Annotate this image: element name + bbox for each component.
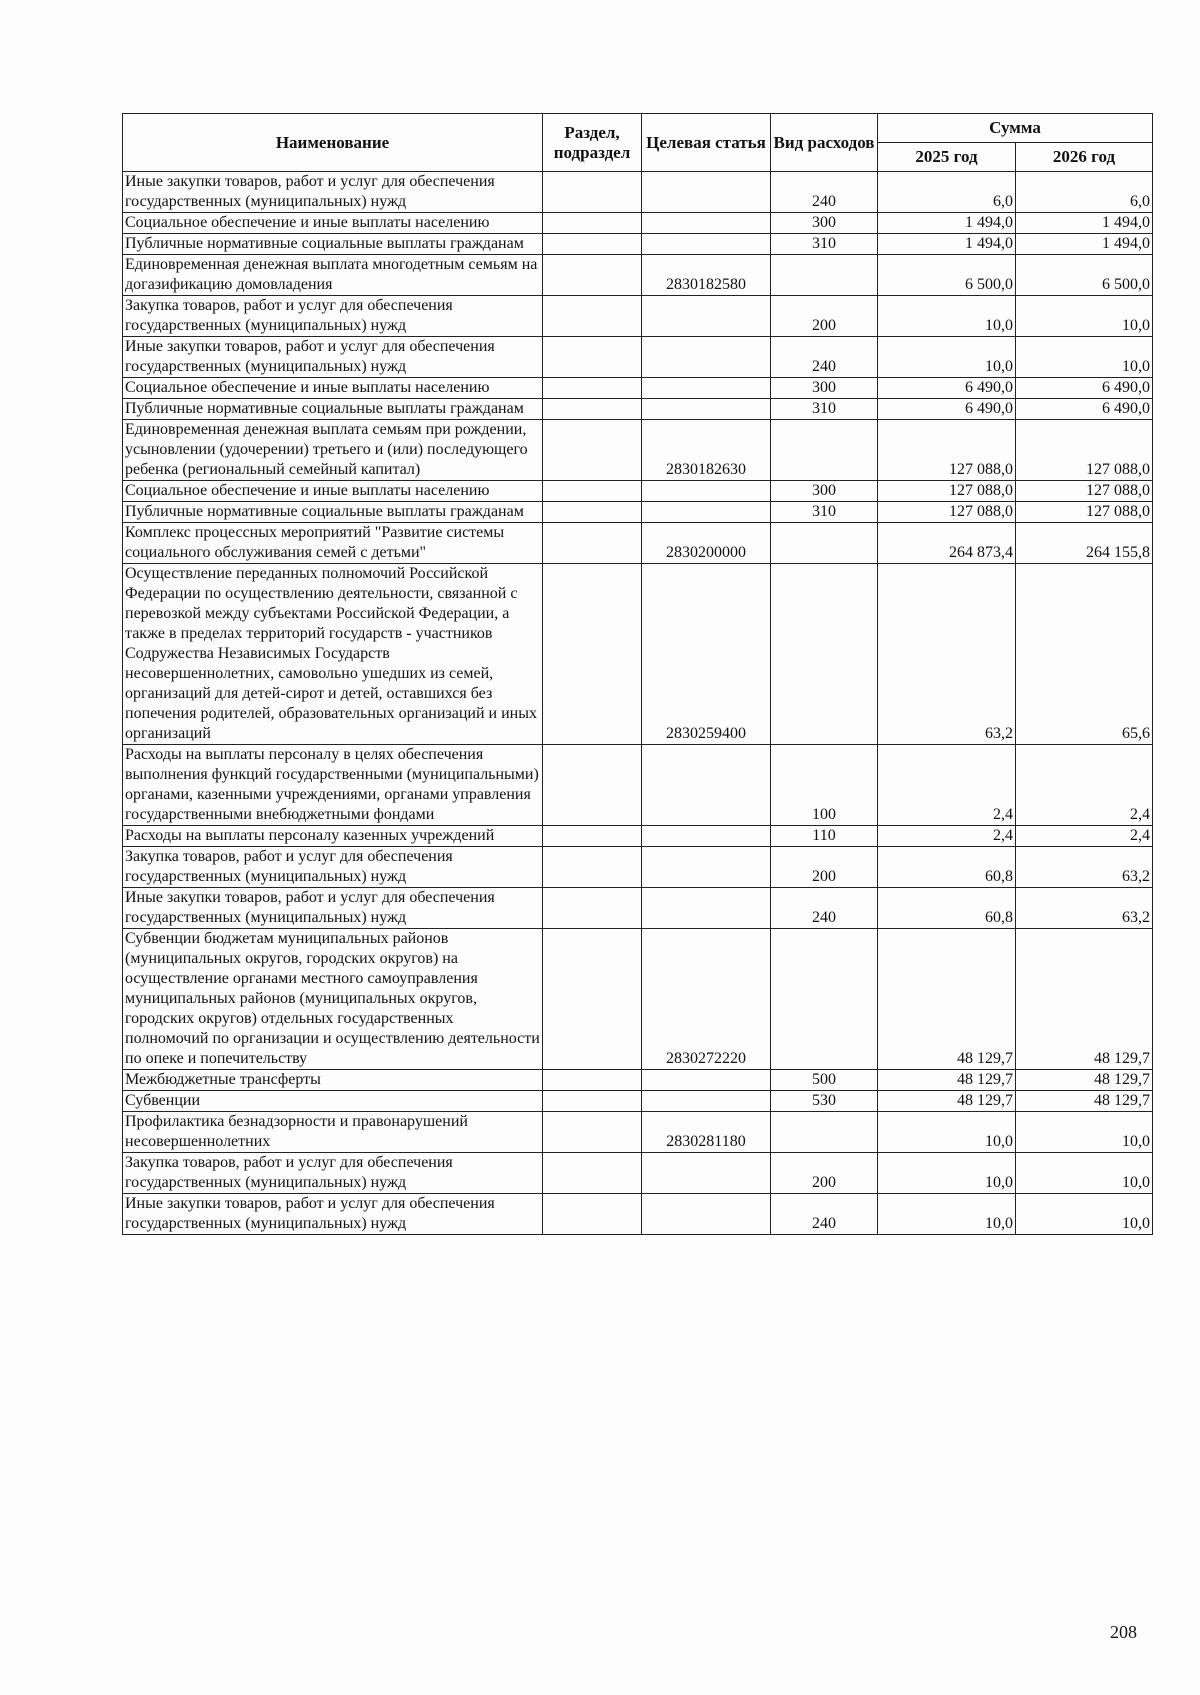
table-row <box>123 378 1153 399</box>
row-target-cell <box>642 172 771 213</box>
row-target-cell <box>642 234 771 255</box>
header-type: Вид расходов <box>771 114 878 172</box>
row-section-cell <box>543 523 642 564</box>
row-sum-2025-cell: 264 873,4 <box>878 523 1016 564</box>
row-sum-2026-cell: 6,0 <box>1016 172 1153 213</box>
row-type-cell: 200 <box>771 847 878 888</box>
row-section-cell <box>543 399 642 420</box>
row-sum-2025-cell: 10,0 <box>878 337 1016 378</box>
table-row <box>123 296 1153 337</box>
row-target-cell <box>642 378 771 399</box>
row-target-cell: 2830182630 <box>642 420 771 481</box>
row-sum-2025-cell: 1 494,0 <box>878 213 1016 234</box>
row-sum-2025-cell: 2,4 <box>878 826 1016 847</box>
row-sum-2025-cell: 10,0 <box>878 1112 1016 1153</box>
row-type-cell: 200 <box>771 296 878 337</box>
row-section-cell <box>543 564 642 745</box>
row-name-cell: Комплекс процессных мероприятий "Развитие системы социального обслуживания семей с детьми" <box>123 523 543 564</box>
row-name-cell: Закупка товаров, работ и услуг для обеспечения государственных (муниципальных) нужд <box>123 296 543 337</box>
row-target-cell <box>642 213 771 234</box>
row-type-cell <box>771 1112 878 1153</box>
row-name-cell: Публичные нормативные социальные выплаты гражданам <box>123 502 543 523</box>
table-row <box>123 1194 1153 1235</box>
row-type-cell: 110 <box>771 826 878 847</box>
row-target-cell <box>642 888 771 929</box>
row-sum-2026-cell: 48 129,7 <box>1016 1091 1153 1112</box>
row-sum-2025-cell: 127 088,0 <box>878 481 1016 502</box>
row-name-cell: Иные закупки товаров, работ и услуг для обеспечения государственных (муниципальных) нужд <box>123 1194 543 1235</box>
table-row <box>123 564 1153 745</box>
row-sum-2026-cell: 10,0 <box>1016 1153 1153 1194</box>
table-row <box>123 481 1153 502</box>
row-name-cell: Профилактика безнадзорности и правонарушений несовершеннолетних <box>123 1112 543 1153</box>
row-sum-2026-cell: 127 088,0 <box>1016 481 1153 502</box>
row-sum-2026-cell: 6 500,0 <box>1016 255 1153 296</box>
row-target-cell <box>642 296 771 337</box>
row-section-cell <box>543 172 642 213</box>
row-sum-2025-cell: 6 490,0 <box>878 399 1016 420</box>
table-row <box>123 826 1153 847</box>
row-sum-2026-cell: 127 088,0 <box>1016 420 1153 481</box>
row-section-cell <box>543 296 642 337</box>
row-sum-2026-cell: 63,2 <box>1016 888 1153 929</box>
table-row <box>123 1091 1153 1112</box>
row-sum-2025-cell: 60,8 <box>878 888 1016 929</box>
page-number: 208 <box>1110 1622 1137 1642</box>
row-name-cell: Расходы на выплаты персоналу в целях обеспечения выполнения функций государственными (муниципальными) органами, казенными учреждениями, органами управления государственными внебюджетными фондами <box>123 745 543 826</box>
row-type-cell: 310 <box>771 399 878 420</box>
row-type-cell <box>771 564 878 745</box>
row-sum-2025-cell: 6 490,0 <box>878 378 1016 399</box>
table-row <box>123 1070 1153 1091</box>
table-row <box>123 234 1153 255</box>
row-name-cell: Социальное обеспечение и иные выплаты населению <box>123 481 543 502</box>
row-sum-2026-cell: 264 155,8 <box>1016 523 1153 564</box>
row-sum-2026-cell: 2,4 <box>1016 826 1153 847</box>
row-target-cell: 2830182580 <box>642 255 771 296</box>
row-type-cell: 310 <box>771 234 878 255</box>
row-sum-2026-cell: 10,0 <box>1016 337 1153 378</box>
row-type-cell: 300 <box>771 378 878 399</box>
row-sum-2026-cell: 63,2 <box>1016 847 1153 888</box>
row-sum-2025-cell: 2,4 <box>878 745 1016 826</box>
table-row <box>123 847 1153 888</box>
row-name-cell: Субвенции бюджетам муниципальных районов (муниципальных округов, городских округов) на осуществление органами местного самоуправления муниципальных районов (муниципальных округов, городских округов) отдельных государственных полномочий по организации и осуществлению деятельности по опеке и попечительству <box>123 929 543 1070</box>
row-sum-2025-cell: 127 088,0 <box>878 420 1016 481</box>
row-sum-2025-cell: 60,8 <box>878 847 1016 888</box>
row-sum-2026-cell: 6 490,0 <box>1016 378 1153 399</box>
row-target-cell <box>642 481 771 502</box>
row-target-cell <box>642 502 771 523</box>
row-type-cell: 300 <box>771 481 878 502</box>
row-section-cell <box>543 1153 642 1194</box>
table-row <box>123 929 1153 1070</box>
row-sum-2025-cell: 10,0 <box>878 296 1016 337</box>
row-sum-2025-cell: 48 129,7 <box>878 1091 1016 1112</box>
row-sum-2026-cell: 48 129,7 <box>1016 929 1153 1070</box>
row-sum-2025-cell: 1 494,0 <box>878 234 1016 255</box>
row-type-cell: 300 <box>771 213 878 234</box>
row-target-cell: 2830281180 <box>642 1112 771 1153</box>
header-year-2026: 2026 год <box>1016 143 1153 172</box>
row-sum-2026-cell: 6 490,0 <box>1016 399 1153 420</box>
row-sum-2026-cell: 127 088,0 <box>1016 502 1153 523</box>
row-target-cell <box>642 337 771 378</box>
table-row <box>123 502 1153 523</box>
row-name-cell: Публичные нормативные социальные выплаты гражданам <box>123 399 543 420</box>
row-sum-2025-cell: 6,0 <box>878 172 1016 213</box>
row-type-cell: 200 <box>771 1153 878 1194</box>
row-name-cell: Закупка товаров, работ и услуг для обеспечения государственных (муниципальных) нужд <box>123 847 543 888</box>
row-sum-2025-cell: 48 129,7 <box>878 1070 1016 1091</box>
row-sum-2025-cell: 10,0 <box>878 1153 1016 1194</box>
row-section-cell <box>543 888 642 929</box>
row-name-cell: Социальное обеспечение и иные выплаты населению <box>123 378 543 399</box>
row-type-cell: 240 <box>771 888 878 929</box>
row-section-cell <box>543 234 642 255</box>
row-target-cell <box>642 1091 771 1112</box>
row-section-cell <box>543 1070 642 1091</box>
row-sum-2026-cell: 1 494,0 <box>1016 234 1153 255</box>
header-section: Раздел, подраздел <box>543 114 642 172</box>
row-name-cell: Социальное обеспечение и иные выплаты населению <box>123 213 543 234</box>
row-type-cell: 240 <box>771 172 878 213</box>
row-target-cell <box>642 745 771 826</box>
row-type-cell: 240 <box>771 337 878 378</box>
row-sum-2026-cell: 10,0 <box>1016 1194 1153 1235</box>
row-section-cell <box>543 1194 642 1235</box>
row-section-cell <box>543 826 642 847</box>
row-type-cell: 530 <box>771 1091 878 1112</box>
header-name: Наименование <box>123 114 543 172</box>
row-name-cell: Расходы на выплаты персоналу казенных учреждений <box>123 826 543 847</box>
row-sum-2025-cell: 6 500,0 <box>878 255 1016 296</box>
row-type-cell: 500 <box>771 1070 878 1091</box>
table-row <box>123 172 1153 213</box>
row-target-cell <box>642 1070 771 1091</box>
table-row <box>123 213 1153 234</box>
row-section-cell <box>543 1091 642 1112</box>
row-target-cell: 2830200000 <box>642 523 771 564</box>
row-name-cell: Иные закупки товаров, работ и услуг для обеспечения государственных (муниципальных) нужд <box>123 172 543 213</box>
row-section-cell <box>543 481 642 502</box>
row-section-cell <box>543 255 642 296</box>
row-type-cell: 310 <box>771 502 878 523</box>
row-name-cell: Публичные нормативные социальные выплаты гражданам <box>123 234 543 255</box>
row-target-cell <box>642 847 771 888</box>
row-sum-2026-cell: 65,6 <box>1016 564 1153 745</box>
table-row <box>123 523 1153 564</box>
row-section-cell <box>543 847 642 888</box>
row-target-cell: 2830272220 <box>642 929 771 1070</box>
row-section-cell <box>543 420 642 481</box>
budget-table <box>122 113 1153 1235</box>
row-section-cell <box>543 213 642 234</box>
table-row <box>123 255 1153 296</box>
row-target-cell: 2830259400 <box>642 564 771 745</box>
row-type-cell <box>771 523 878 564</box>
table-row <box>123 399 1153 420</box>
row-name-cell: Иные закупки товаров, работ и услуг для обеспечения государственных (муниципальных) нужд <box>123 337 543 378</box>
table-row <box>123 337 1153 378</box>
row-name-cell: Межбюджетные трансферты <box>123 1070 543 1091</box>
row-type-cell <box>771 255 878 296</box>
row-name-cell: Субвенции <box>123 1091 543 1112</box>
row-sum-2025-cell: 127 088,0 <box>878 502 1016 523</box>
row-section-cell <box>543 745 642 826</box>
table-row <box>123 420 1153 481</box>
row-target-cell <box>642 826 771 847</box>
row-name-cell: Единовременная денежная выплата семьям при рождении, усыновлении (удочерении) третьего и (или) последующего ребенка (региональный семейный капитал) <box>123 420 543 481</box>
row-sum-2026-cell: 1 494,0 <box>1016 213 1153 234</box>
table-row <box>123 1112 1153 1153</box>
row-section-cell <box>543 337 642 378</box>
row-section-cell <box>543 1112 642 1153</box>
row-name-cell: Иные закупки товаров, работ и услуг для обеспечения государственных (муниципальных) нужд <box>123 888 543 929</box>
row-type-cell <box>771 929 878 1070</box>
row-type-cell <box>771 420 878 481</box>
row-sum-2025-cell: 10,0 <box>878 1194 1016 1235</box>
row-target-cell <box>642 399 771 420</box>
row-sum-2026-cell: 48 129,7 <box>1016 1070 1153 1091</box>
row-target-cell <box>642 1153 771 1194</box>
header-year-2025: 2025 год <box>878 143 1016 172</box>
row-sum-2025-cell: 48 129,7 <box>878 929 1016 1070</box>
row-section-cell <box>543 378 642 399</box>
row-name-cell: Осуществление переданных полномочий Российской Федерации по осуществлению деятельности, связанной с перевозкой между субъектами Российской Федерации, а также в пределах территорий государств - участников Содружества Независимых Государств несовершеннолетних, самовольно ушедших из семей, организаций для детей-сирот и детей, оставшихся без попечения родителей, образовательных организаций и иных организаций <box>123 564 543 745</box>
row-sum-2026-cell: 2,4 <box>1016 745 1153 826</box>
table-row <box>123 745 1153 826</box>
row-sum-2026-cell: 10,0 <box>1016 296 1153 337</box>
row-target-cell <box>642 1194 771 1235</box>
row-name-cell: Единовременная денежная выплата многодетным семьям на догазификацию домовладения <box>123 255 543 296</box>
row-sum-2025-cell: 63,2 <box>878 564 1016 745</box>
table-row <box>123 1153 1153 1194</box>
header-target: Целевая статья <box>642 114 771 172</box>
row-name-cell: Закупка товаров, работ и услуг для обеспечения государственных (муниципальных) нужд <box>123 1153 543 1194</box>
row-sum-2026-cell: 10,0 <box>1016 1112 1153 1153</box>
row-type-cell: 240 <box>771 1194 878 1235</box>
table-row <box>123 888 1153 929</box>
header-sum: Сумма <box>878 114 1153 143</box>
row-section-cell <box>543 929 642 1070</box>
row-type-cell: 100 <box>771 745 878 826</box>
table-body <box>123 172 1153 1235</box>
row-section-cell <box>543 502 642 523</box>
